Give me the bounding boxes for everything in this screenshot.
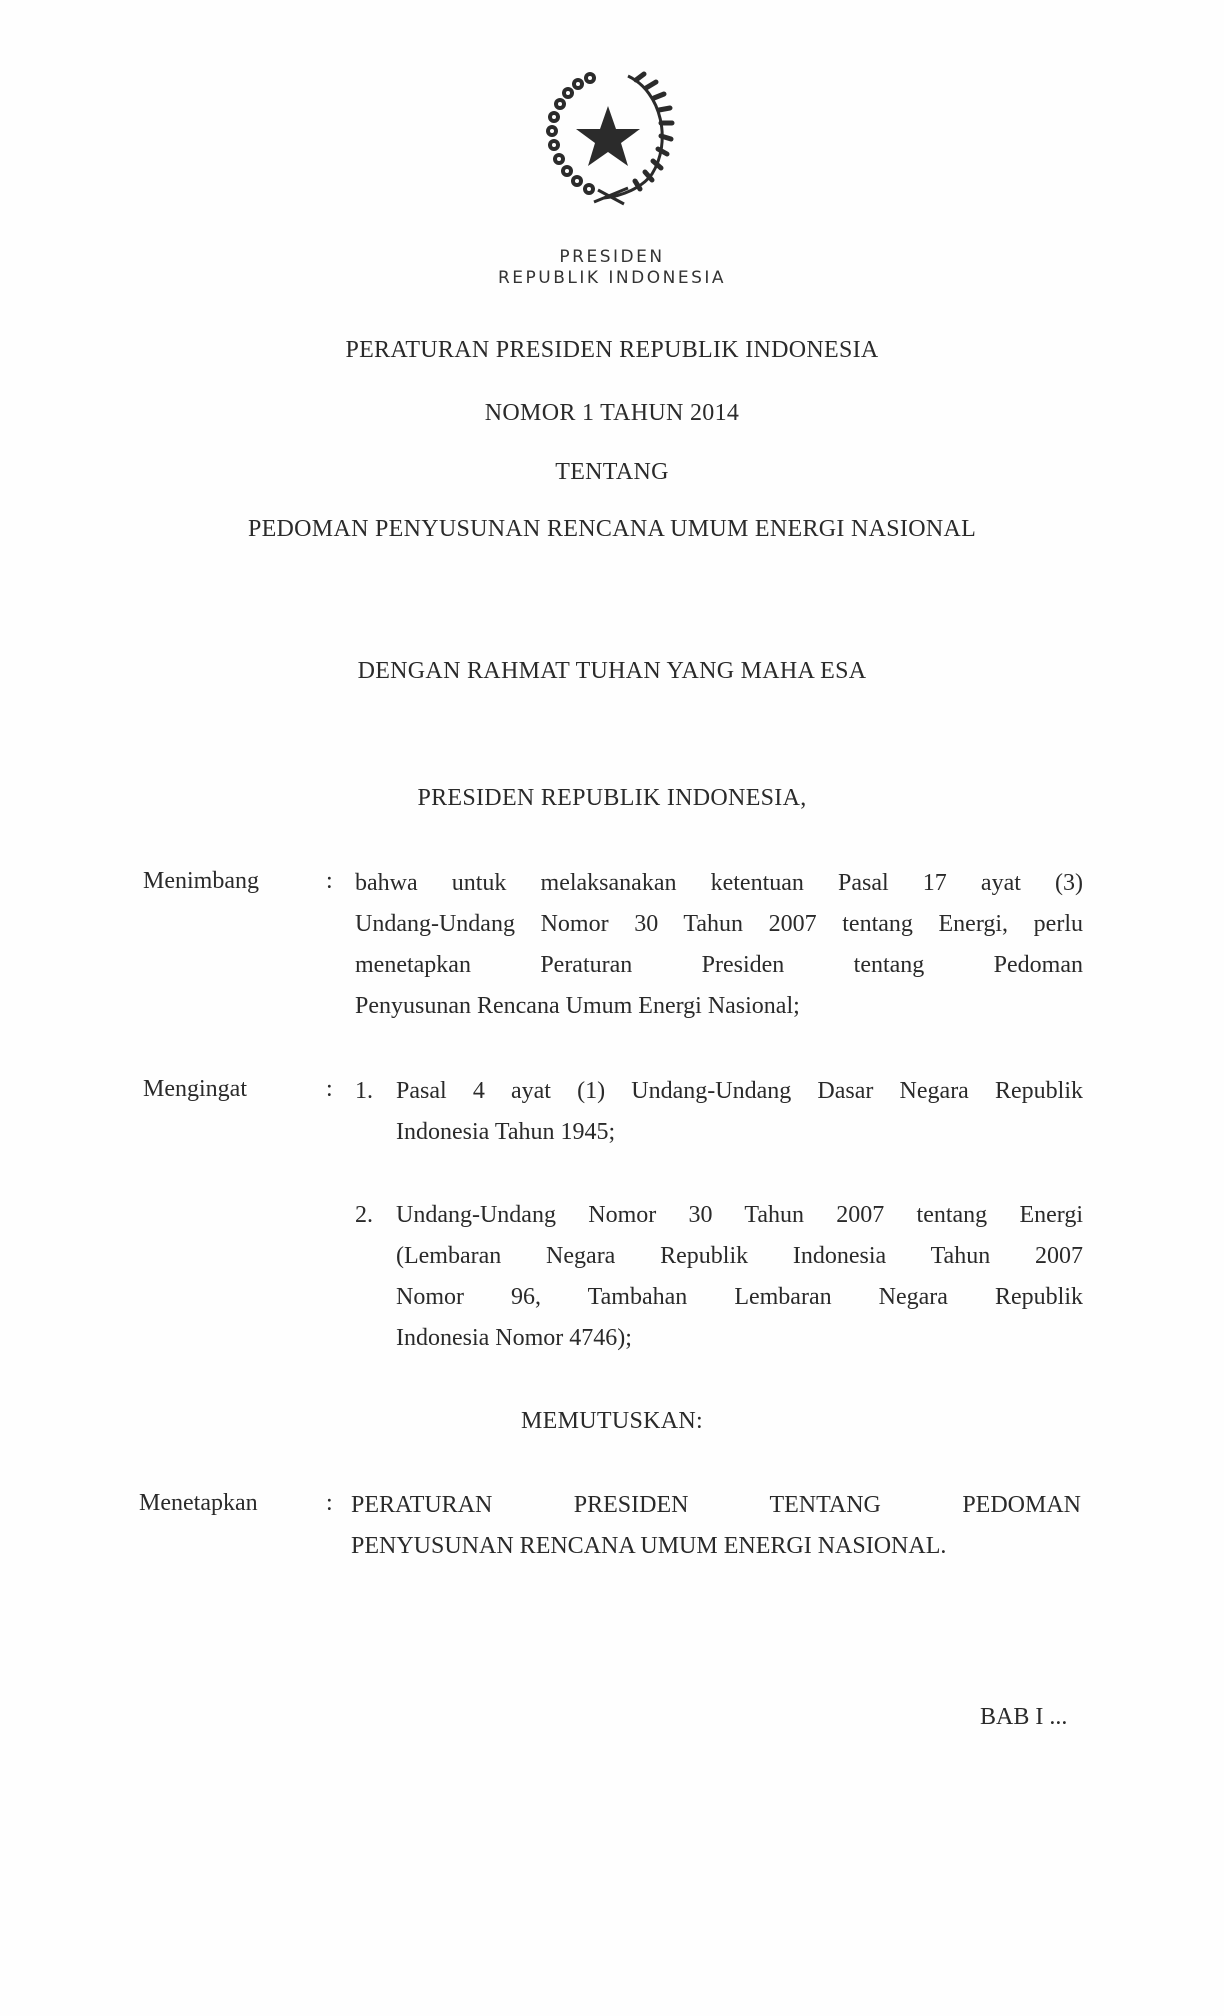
- menetapkan-line: PENYUSUNAN RENCANA UMUM ENERGI NASIONAL.: [351, 1533, 947, 1559]
- list-item-line: Pasal 4 ayat (1) Undang-Undang Dasar Negara Republik: [396, 1078, 1083, 1104]
- menimbang-line: Undang-Undang Nomor 30 Tahun 2007 tentang Energi, perlu: [355, 911, 1083, 937]
- list-item-line: (Lembaran Negara Republik Indonesia Tahun 2007: [396, 1243, 1083, 1269]
- menimbang-label: Menimbang: [143, 868, 259, 894]
- page-continuation: BAB I ...: [980, 1704, 1068, 1730]
- menetapkan-label: Menetapkan: [139, 1490, 258, 1516]
- menetapkan-colon: :: [326, 1490, 333, 1516]
- document-subject: PEDOMAN PENYUSUNAN RENCANA UMUM ENERGI NASIONAL: [247, 516, 977, 542]
- letterhead-line-2: REPUBLIK INDONESIA: [497, 268, 727, 288]
- list-item: [396, 1071, 1083, 1153]
- menimbang-colon: :: [326, 868, 333, 894]
- menetapkan-line: PERATURAN PRESIDEN TENTANG PEDOMAN: [351, 1492, 1081, 1518]
- list-item: [396, 1195, 1083, 1359]
- letterhead-line-1: PRESIDEN: [559, 247, 665, 267]
- menimbang-line: menetapkan Peraturan Presiden tentang Pedoman: [355, 952, 1083, 978]
- list-item-number: 2.: [355, 1202, 373, 1228]
- menimbang-line: Penyusunan Rencana Umum Energi Nasional;: [355, 993, 800, 1019]
- menimbang-line: bahwa untuk melaksanakan ketentuan Pasal 17 ayat (3): [355, 870, 1083, 896]
- presidential-seal-emblem: [532, 62, 684, 214]
- document-tentang: TENTANG: [555, 459, 669, 485]
- document-title: PERATURAN PRESIDEN REPUBLIK INDONESIA: [345, 337, 879, 363]
- invocation: DENGAN RAHMAT TUHAN YANG MAHA ESA: [357, 658, 867, 684]
- list-item-number: 1.: [355, 1078, 373, 1104]
- list-item-line: Nomor 96, Tambahan Lembaran Negara Republik: [396, 1284, 1083, 1310]
- memutuskan-heading: MEMUTUSKAN:: [521, 1408, 703, 1434]
- issuer: PRESIDEN REPUBLIK INDONESIA,: [417, 785, 807, 811]
- list-item-line: Indonesia Nomor 4746);: [396, 1325, 632, 1351]
- list-item-line: Indonesia Tahun 1945;: [396, 1119, 616, 1145]
- mengingat-label: Mengingat: [143, 1076, 247, 1102]
- document-number: NOMOR 1 TAHUN 2014: [484, 400, 740, 426]
- mengingat-colon: :: [326, 1076, 333, 1102]
- list-item-line: Undang-Undang Nomor 30 Tahun 2007 tentang Energi: [396, 1202, 1083, 1228]
